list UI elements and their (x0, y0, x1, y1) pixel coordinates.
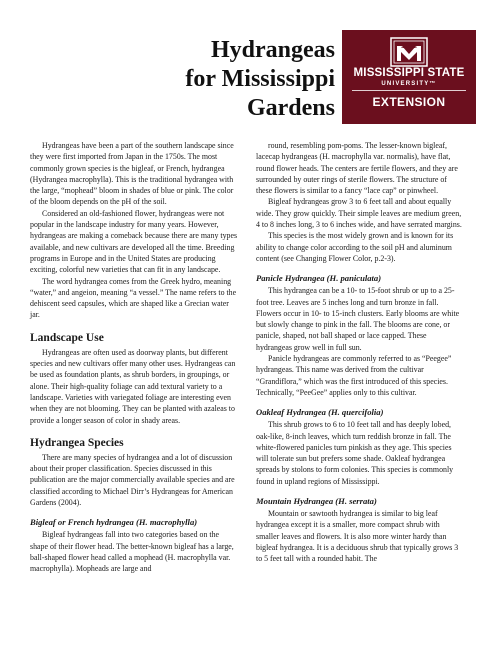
logo-divider (352, 90, 466, 91)
seal-text: STATE (401, 44, 417, 50)
landscape-use-heading: Landscape Use (30, 331, 104, 344)
oakleaf-paragraph: This shrub grows to 6 to 10 feet tall and has deeply lobed, oak-like, 8-inch leaves, which turn reddish bronze in fall. The white-flowered panicles turn pinkish as they age. This species will tolerate sun but prefers some shade. Oakleaf hydrangea spreads by stolons to form colonies. This species is commonly found in upland regions of Mississippi. (256, 420, 454, 486)
intro-paragraph-3: The word hydrangea comes from the Greek hydro, meaning “water,” and angeion, meaning “a vessel.” The name refers to the dehiscent seed capsules, which are shaped like a Grecian water jar. (30, 276, 237, 320)
mountain-heading: Mountain Hydrangea (H. serrata) (256, 496, 377, 507)
title-line-2: for Mississippi Gardens (185, 66, 335, 121)
title-line-1: Hydrangeas (210, 37, 335, 63)
left-column (30, 140, 238, 575)
bigleaf-paragraph-2: Bigleaf hydrangeas grow 3 to 6 feet tall and about equally wide. They grow quickly. Their simple leaves are medium green, 4 to 8 inches long, 3 to 6 inches wide, and have serrated margins. (256, 197, 462, 230)
bigleaf-paragraph-1-continued: round, resembling pom-poms. The lesser-known bigleaf, lacecap hydrangeas (H. macrophylla var. normalis), have flat, round flower heads. The centers are fertile flowers, and they are surrounded by outer rings of sterile flowers. The structure of these flowers is similar to a fancy “lace cap” or pinwheel. (256, 141, 458, 196)
mountain-paragraph: Mountain or sawtooth hydrangea is similar to big leaf hydrangea except it is a smaller, more compact shrub with smaller leaves and flowers. It is also more winter hardy than bigleaf hydrangea. It is a deciduous shrub that typically grows 3 to 5 feet tall with a rounded habit. The (256, 509, 459, 564)
intro-paragraph-2: Considered an old-fashioned flower, hydrangeas were not popular in the landscape industry for many years. However, hydrangeas are making a comeback because there are many types available, and new cultivars are developed all the time. Breeding programs in Europe and in the United States are producing exciting, colorful new varieties that can fit in any landscape. (30, 208, 238, 275)
hydrangea-species-heading: Hydrangea Species (30, 436, 124, 449)
document-title (120, 36, 335, 123)
panicle-heading: Panicle Hydrangea (H. paniculata) (256, 273, 382, 284)
intro-paragraph-1: Hydrangeas have been a part of the southern landscape since they were first imported from Japan in the 1750s. The most commonly grown species is the bigleaf, or French, hydrangea (Hydrangea macrophylla). This is the traditional hydrangea with the large, “mophead” bloom in shades of blue or pink. The color of the bloom depends on the pH of the soil. (30, 141, 234, 207)
bigleaf-heading: Bigleaf or French hydrangea (H. macrophylla) (30, 517, 198, 528)
right-column (256, 140, 464, 565)
logo-institution: MISSISSIPPI STATE (353, 67, 465, 79)
msu-extension-logo (342, 30, 476, 124)
panicle-paragraph-1: This hydrangea can be a 10- to 15-foot shrub or up to a 25-foot tree. Leaves are 5 inches long and turn bronze in fall. Flowers occur in 10- to 15-inch clusters. Early blooms are white but slowly change to pink in the fall. The blooms are cone, or panicle, shaped, not ball shaped or lace capped. These hydrangeas grow well in full sun. (256, 286, 460, 352)
bigleaf-paragraph-1: Bigleaf hydrangeas fall into two categories based on the shape of their flower head. The better-known bigleaf has a large, ball-shaped flower head called a mophead (H. macrophylla var. macrophylla). Mopheads are large and (30, 530, 234, 574)
hydrangea-species-paragraph: There are many species of hydrangea and a lot of discussion about their proper classification. Species discussed in this publication are the major commercially available species and are classified according to Michael Dirr’s Hydrangeas for American Gardens (2004). (30, 452, 235, 508)
logo-university: UNIVERSITY™ (381, 81, 437, 87)
bigleaf-paragraph-3: This species is the most widely grown and is known for its ability to change color according to the soil pH and aluminum content (see Changing Flower Color, p.2-3). (256, 231, 454, 263)
landscape-use-paragraph: Hydrangeas are often used as doorway plants, but different species and new cultivars offer many other uses. Hydrangeas can be used as foundation plants, as shrub borders, in groupings, or alone. Their high-quality foliage can add textural variety to a landscape. Varieties with variegated foliage are interesting even when they are not blooming. They can be planted with azaleas to provide a longer season of color in shady areas. (30, 347, 236, 425)
oakleaf-heading: Oakleaf Hydrangea (H. quercifolia) (256, 407, 384, 418)
panicle-paragraph-2: Panicle hydrangeas are commonly referred to as “Peegee” hydrangeas. This name was derived from the cultivar “Grandiflora,” which was the first introduced of this species. Technically, “PeeGee” applies only to this cultivar. (256, 354, 452, 397)
logo-extension: EXTENSION (372, 95, 446, 109)
state-seal-icon (388, 37, 430, 67)
